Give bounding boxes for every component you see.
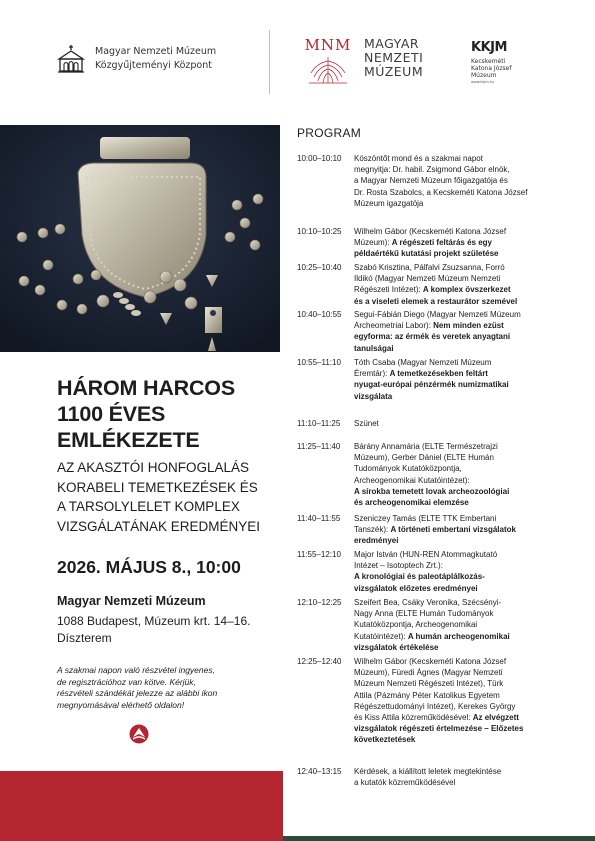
desc-line: Múzeum), Gerber Dániel (ELTE Humán	[354, 453, 494, 463]
kkjm-line1: Kecskeméti	[471, 58, 506, 65]
program-time: 12:25–12:40	[297, 657, 342, 666]
program-item	[297, 656, 587, 746]
desc-line: Attila (Pázmány Péter Katolikus Egyetem	[354, 690, 500, 700]
header	[0, 0, 595, 110]
talk-title: vizsgálatok előzetes eredményei	[354, 583, 478, 593]
program-heading: PROGRAM	[297, 126, 362, 140]
event-venue: Magyar Nemzeti Múzeum	[57, 594, 206, 608]
desc-line: Régészeti Intézet):	[354, 285, 423, 295]
mnm-line2: NEMZETI	[364, 50, 424, 65]
kkjm-line3: Múzeum	[471, 72, 497, 79]
talk-title: A régészeti feltárás és egy	[391, 238, 492, 248]
desc-line: Bárány Annamária (ELTE Természetrajzi	[354, 442, 498, 451]
talk-title: A sírokba temetett lovak archeozoológiai	[354, 486, 510, 496]
program-time: 10:00–10:10	[297, 154, 342, 163]
program-item	[297, 441, 587, 508]
mnm-logo[interactable]	[300, 37, 423, 89]
event-date: 2026. MÁJUS 8., 10:00	[57, 557, 241, 577]
program-time: 11:55–12:10	[297, 550, 341, 559]
desc-line: Szünet	[354, 419, 379, 428]
desc-line: Archeogenomikai Kutatóintézet):	[354, 475, 470, 485]
desc-line: Tóth Csaba (Magyar Nemzeti Múzeum	[354, 358, 492, 367]
program-desc	[354, 656, 576, 746]
desc-line: Köszöntőt mond és a szakmai napot	[354, 154, 483, 163]
desc-line: Tanszék):	[354, 525, 391, 535]
mnm-line1: MAGYAR	[364, 36, 420, 51]
note-line3: részvételi szándékát jelezze az alábbi ikon	[57, 688, 218, 698]
desc-line: Múzeum):	[354, 238, 392, 248]
note-line2: de regisztrációhoz van kötve. Kérjük,	[57, 676, 196, 687]
desc-line: Wilhelm Gábor (Kecskeméti Katona József	[354, 227, 507, 236]
title-line1: HÁROM HARCOS	[57, 376, 235, 400]
program-desc	[354, 513, 576, 547]
talk-title: A temetkezésekben feltárt	[389, 369, 488, 379]
talk-title: nyugat-európai pénzérmék numizmatikai	[354, 380, 509, 390]
program-time: 11:10–11:25	[297, 419, 341, 428]
program-desc	[354, 549, 576, 594]
program-item	[297, 309, 587, 354]
green-footer-line	[283, 836, 595, 841]
program-desc	[354, 418, 576, 429]
program-desc	[354, 226, 576, 260]
desc-line: Szeniczey Tamás (ELTE TTK Embertani	[354, 514, 497, 523]
program-time: 11:25–11:40	[297, 442, 341, 451]
desc-line: a kutatók közreműködésével	[354, 778, 456, 788]
address-line1: 1088 Budapest, Múzeum krt. 14–16.	[57, 614, 251, 628]
event-address	[57, 613, 250, 647]
talk-title: tanulságai	[354, 343, 394, 353]
title-line3: EMLÉKEZETE	[57, 428, 200, 452]
program-item	[297, 226, 587, 260]
desc-line: Segui-Fábián Diego (Magyar Nemzeti Múzeum	[354, 310, 521, 319]
talk-title: és archeogenomikai elemzése	[354, 498, 469, 508]
program-item	[297, 766, 587, 788]
desc-line: Major István (HUN-REN Atommagkutató	[354, 550, 498, 559]
program-desc	[354, 153, 576, 209]
desc-line: Kutatóintézet):	[354, 631, 408, 641]
subtitle-line1: AZ AKASZTÓI HONFOGLALÁS	[57, 460, 250, 475]
program-item	[297, 357, 587, 402]
desc-line: Ildikó (Magyar Nemzeti Múzeum Nemzeti	[354, 274, 501, 284]
program-time: 12:10–12:25	[297, 598, 342, 607]
talk-title: és a viseleti elemek a restaurátor szemével	[354, 296, 518, 306]
registration-note	[57, 665, 272, 711]
program-item-break	[297, 418, 587, 429]
mnm-kozgyujtemenyi-logo[interactable]	[57, 44, 216, 74]
talk-title: A komplex övszerkezet	[422, 285, 511, 295]
desc-line: a Magyar Nemzeti Múzeum főigazgatója és	[354, 176, 508, 186]
program-item	[297, 549, 587, 594]
desc-line: megnyitja: Dr. habil. Zsigmond Gábor elnök,	[354, 165, 510, 175]
org1-line1: Magyar Nemzeti Múzeum	[95, 46, 217, 57]
desc-line: Intézet – Isotoptech Zrt.):	[354, 561, 443, 571]
title-line2: 1100 ÉVES	[57, 402, 166, 426]
program-desc	[354, 309, 576, 354]
talk-title: vizsgálatok régészeti értelmezése – Előzetes	[354, 724, 524, 734]
desc-line: Éremtár):	[354, 369, 390, 379]
program-time: 10:55–11:10	[297, 358, 341, 367]
program-desc	[354, 262, 576, 307]
subtitle-line2: KORABELI TEMETKEZÉSEK ÉS	[57, 479, 258, 495]
program-time: 10:40–10:55	[297, 310, 342, 319]
artifacts-photo	[0, 125, 280, 352]
museum-building-icon	[57, 44, 85, 74]
program-item	[297, 153, 587, 209]
program-time: 10:10–10:25	[297, 227, 342, 236]
talk-title: Nem minden ezüst	[433, 321, 504, 331]
desc-line: Múzeum Nemzeti Régészeti Intézet), Türk	[354, 679, 504, 689]
kkjm-logo[interactable]	[471, 40, 511, 84]
talk-title: Az elvégzett	[472, 713, 519, 723]
desc-line: Archeometriai Labor):	[354, 321, 434, 331]
kkjm-abbr: KKJM	[471, 40, 507, 55]
program-time: 11:40–11:55	[297, 514, 341, 523]
program-time: 12:40–13:15	[297, 767, 342, 776]
silver-artifacts-image	[0, 125, 280, 352]
program-desc	[354, 357, 576, 402]
desc-line: és Kiss Attila közreműködésével:	[354, 713, 473, 723]
note-line1: A szakmai napon való részvétel ingyenes,	[57, 665, 215, 675]
kkjm-url: www.kkjm.hu	[471, 80, 495, 84]
desc-line: Kérdések, a kiállított leletek megtekintése	[354, 767, 502, 776]
kkjm-line2: Katona József	[471, 65, 512, 72]
talk-title: A történeti embertani vizsgálatok	[390, 525, 516, 535]
event-title	[57, 375, 272, 453]
program-item	[297, 262, 587, 307]
org1-line2: Közgyűjteményi Központ	[95, 60, 212, 71]
talk-title: egyforma: az érmék és veretek anyagtani	[354, 332, 511, 342]
mnm-abbr: MNM	[304, 36, 352, 54]
desc-line: Dr. Rosta Szabolcs, a Kecskeméti Katona József	[354, 187, 528, 197]
talk-title: A humán archeogenomikai	[407, 631, 510, 641]
program-item	[297, 513, 587, 547]
desc-line: Régészettudományi Intézet), Kerekes György	[354, 701, 516, 711]
mnm-emblem-icon	[305, 55, 351, 85]
mnm-line3: MÚZEUM	[364, 64, 424, 79]
program-item	[297, 597, 587, 653]
desc-line: Múzeum), Füredi Ágnes (Magyar Nemzeti	[354, 668, 503, 678]
talk-title: következtetések	[354, 735, 416, 745]
program-desc	[354, 441, 576, 508]
talk-title: vizsgálatok értékelése	[354, 642, 439, 652]
subtitle-line3: A TARSOLYLELET KOMPLEX	[57, 499, 240, 514]
desc-line: Tudományok Kutatóközpontja,	[354, 464, 462, 474]
program-time: 10:25–10:40	[297, 263, 342, 272]
program-desc	[354, 597, 576, 653]
desc-line: Múzeum igazgatója	[354, 198, 424, 208]
talk-title: példaértékű kutatási projekt születése	[354, 249, 499, 259]
talk-title: A kronológiai és paleotáplálkozás-	[354, 572, 485, 582]
header-divider	[269, 30, 270, 94]
red-footer-band	[0, 771, 283, 841]
subtitle-line4: VIZSGÁLATÁNAK EREDMÉNYEI	[57, 518, 261, 534]
registration-link-icon[interactable]	[129, 724, 149, 744]
program-desc	[354, 766, 576, 788]
talk-title: eredményei	[354, 536, 399, 546]
desc-line: Kutatóközpontja, Archeogenomikai	[354, 620, 478, 630]
address-line2: Díszterem	[57, 631, 112, 645]
desc-line: Szeifert Bea, Csáky Veronika, Szécsényi-	[354, 598, 502, 607]
desc-line: Wilhelm Gábor (Kecskeméti Katona József	[354, 657, 507, 666]
talk-title: vizsgálata	[354, 391, 393, 401]
desc-line: Nagy Anna (ELTE Humán Tudományok	[354, 609, 494, 619]
note-line4: megnyomásával elérhető oldalon!	[57, 699, 185, 710]
desc-line: Szabó Krisztina, Pálfalvi Zsuzsanna, Forró	[354, 263, 505, 272]
event-subtitle	[57, 458, 282, 536]
